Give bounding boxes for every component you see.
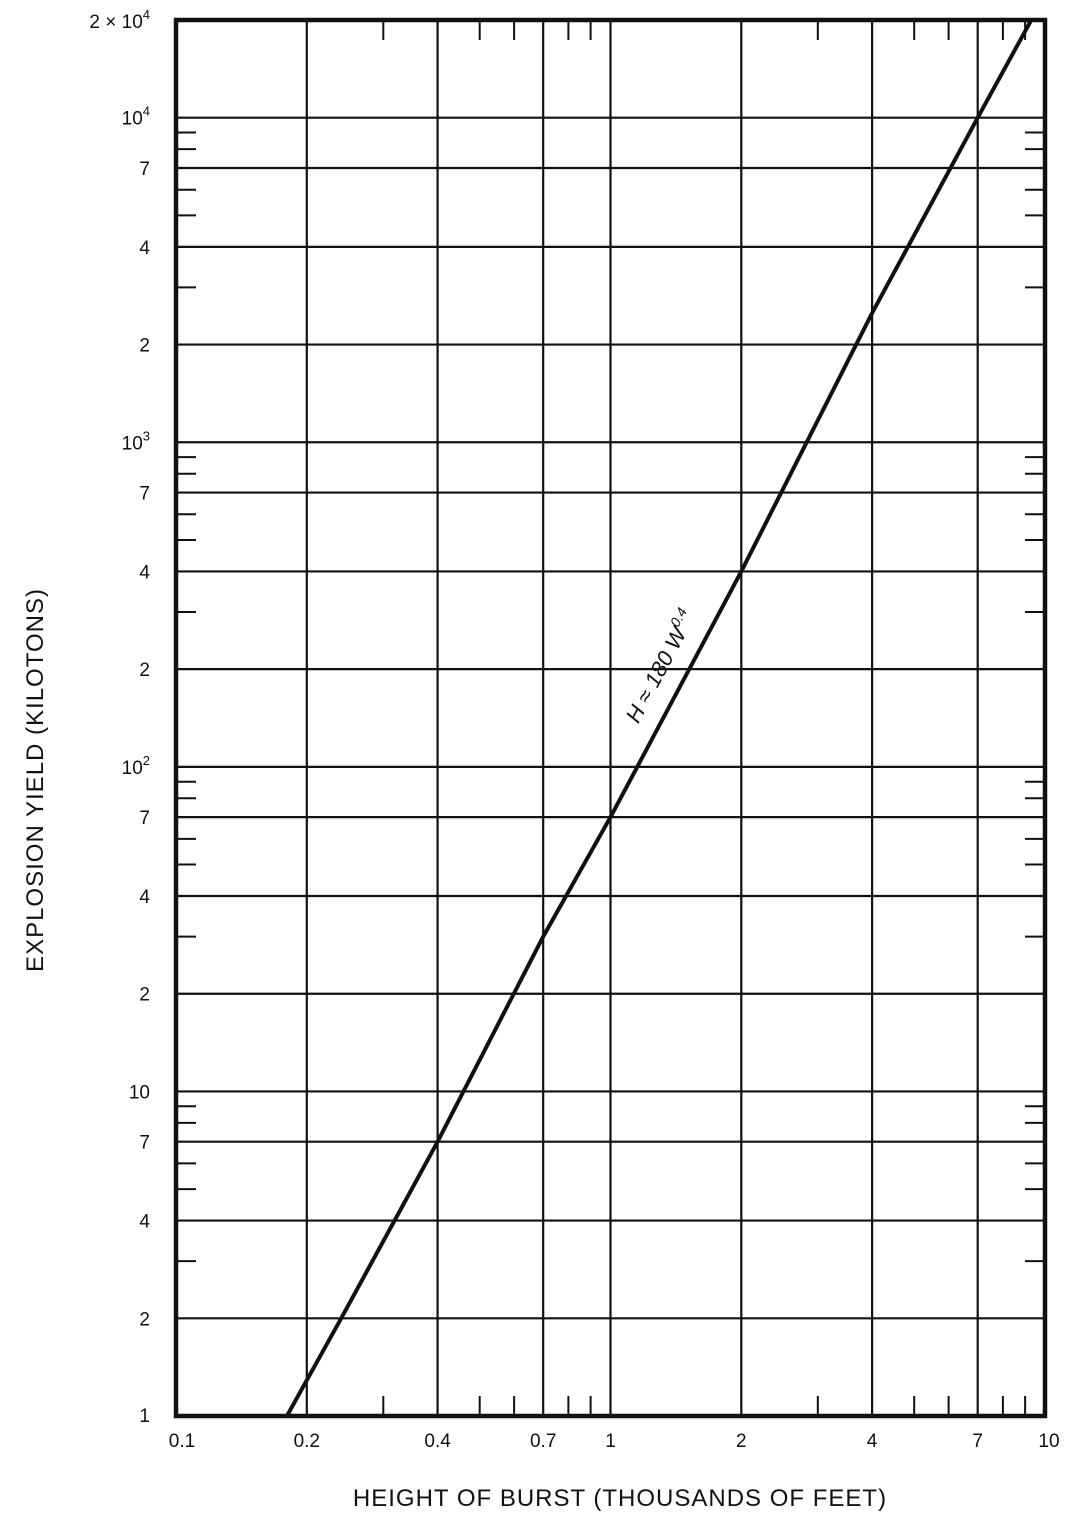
y-tick-label-1: 1 — [139, 1406, 150, 1427]
y-tick-label-1000: $10^3$ — [121, 428, 150, 455]
y-tick-label-100: $10^2$ — [121, 752, 150, 779]
y-tick-label-10: 10 — [128, 1082, 150, 1104]
x-tick-label-4: 4 — [866, 1431, 878, 1452]
curve-layer — [287, 20, 1031, 1416]
y-tick-label-200: 2 — [139, 660, 150, 682]
y-tick-label-20: 2 — [139, 984, 150, 1006]
y-tick-label-400: 4 — [139, 562, 150, 584]
y-tick-label-70: 7 — [139, 808, 150, 830]
y-tick-label-700: 7 — [139, 483, 150, 505]
x-tick-label-1: 1 — [605, 1431, 616, 1452]
x-tick-label-0-7: 0.7 — [529, 1431, 557, 1452]
y-tick-label-2000: 2 — [139, 335, 150, 357]
y-tick-label-7000: 7 — [139, 158, 150, 180]
y-tick-label-7: 7 — [139, 1132, 150, 1154]
y-axis-title: EXPLOSION YIELD (KILOTONS) — [22, 588, 49, 972]
x-tick-label-7: 7 — [972, 1431, 983, 1452]
x-tick-label-2: 2 — [736, 1431, 747, 1452]
curve-annotation: H ≈ 180 $W^{0.4}$ — [620, 604, 692, 727]
x-tick-label-0-4: 0.4 — [424, 1431, 451, 1452]
y-tick-label-4000: 4 — [139, 237, 150, 259]
y-tick-label-10000: $10^4$ — [121, 103, 150, 130]
x-tick-label-0-2: 0.2 — [293, 1431, 321, 1452]
grid-layer — [176, 20, 1045, 1416]
x-axis-title: HEIGHT OF BURST (THOUSANDS OF FEET) — [352, 1485, 888, 1512]
y-tick-labels — [89, 7, 150, 1427]
x-tick-label-10: 10 — [1038, 1431, 1060, 1452]
y-tick-label-20000: $2 \times 10^4$ — [89, 7, 150, 33]
y-tick-label-2: 2 — [139, 1309, 150, 1331]
y-tick-label-4: 4 — [139, 1211, 150, 1233]
y-tick-label-40: 4 — [139, 887, 150, 909]
series-line-h-vs-w — [287, 20, 1031, 1416]
x-tick-labels — [169, 1431, 1060, 1452]
x-tick-label-0-1: 0.1 — [168, 1431, 196, 1452]
